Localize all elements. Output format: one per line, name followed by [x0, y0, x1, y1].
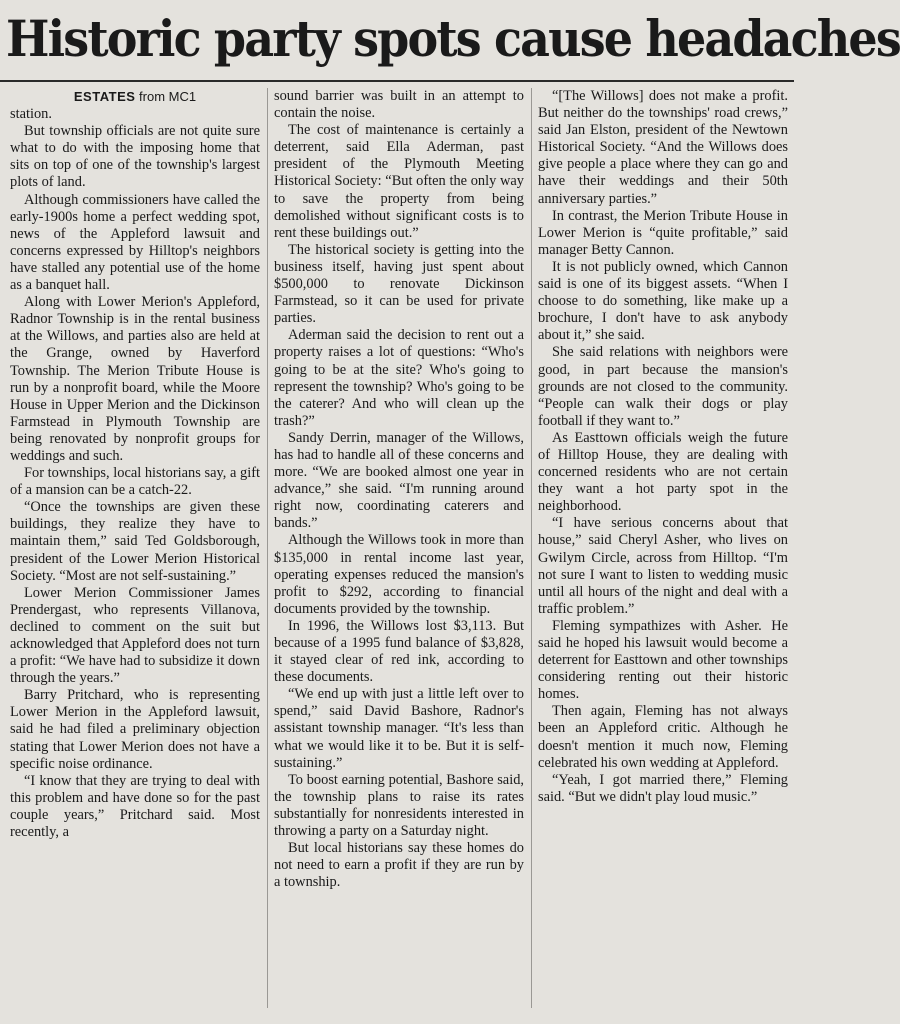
article-paragraph: “We end up with just a little left over to spend,” said David Bashore, Radnor's assistant township manager. “It's less than what we would like it to be. But it is self-sustaining.”	[274, 686, 524, 771]
article-paragraph: Along with Lower Merion's Appleford, Radnor Township is in the rental business at the Willows, and parties also are held at the Grange, owned by Haverford Township. The Merion Tribute House is run by a nonprofit board, while the Moore House in Upper Merion and the Dickinson Farmstead in Plymouth Township are being renovated by nonprofit groups for weddings and such.	[10, 294, 260, 464]
article-paragraph: As Easttown officials weigh the future of Hilltop House, they are dealing with concerned residents who are not certain they want a hot party spot in the neighborhood.	[538, 429, 788, 515]
article-paragraph: Barry Pritchard, who is representing Lower Merion in the Appleford lawsuit, said he had filed a preliminary objection stating that Lower Merion does not have a specific noise ordinance.	[10, 687, 260, 772]
article-paragraph: But township officials are not quite sure what to do with the imposing home that sits on top of one of the township's largest plots of land.	[10, 123, 260, 191]
article-paragraph: Fleming sympathizes with Asher. He said he hoped his lawsuit would become a deterrent for Easttown and other townships considering renting out their historic homes.	[538, 617, 788, 703]
article-paragraph: “[The Willows] does not make a profit. But neither do the townships' road crews,” said Jan Elston, president of the Newtown Historical Society. “And the Willows does give people a place where they can go and have their weddings and their 50th anniversary parties.”	[538, 88, 788, 207]
article-paragraph: Aderman said the decision to rent out a property raises a lot of questions: “Who's going to be at the site? Who's going to represent the township? Who's going to be the caterer? And who will clean up the trash?”	[274, 327, 524, 429]
article-paragraph: In 1996, the Willows lost $3,113. But because of a 1995 fund balance of $3,828, it stayed clear of red ink, according to these documents.	[274, 617, 524, 686]
article-paragraph: station.	[10, 106, 52, 123]
article-paragraph: For townships, local historians say, a gift of a mansion can be a catch-22.	[10, 465, 260, 499]
article-paragraph: “I have serious concerns about that house,” said Cheryl Asher, who lives on Gwilym Circle, across from Hilltop. “I'm not sure I want to listen to wedding music until all hours of the night and deal with a traffic problem.”	[538, 515, 788, 617]
article-paragraph: The cost of maintenance is certainly a deterrent, said Ella Aderman, past president of the Plymouth Meeting Historical Society: “But often the only way to save the property from being demolished without significant costs is to rent these buildings out.”	[274, 122, 524, 241]
headline: Historic party spots cause headaches	[6, 9, 900, 68]
article-paragraph: Although commissioners have called the early-1900s home a perfect wedding spot, news of the Appleford lawsuit and concerns expressed by Hilltop's neighbors have stalled any potential use of the home as a banquet hall.	[10, 191, 260, 294]
article-paragraph: It is not publicly owned, which Cannon said is one of its biggest assets. “When I choose to do something, like make up a brochure, I don't have to ask anybody about it,” she said.	[538, 258, 788, 344]
article-column-2	[274, 88, 524, 1018]
article-column-3	[538, 88, 788, 1018]
article-paragraph: “I know that they are trying to deal with this problem and have done so for the past couple years,” Pritchard said. Most recently, a	[10, 772, 260, 841]
article-paragraph: “Yeah, I got married there,” Fleming said. “But we didn't play loud music.”	[538, 771, 788, 805]
article-paragraph: “Once the townships are given these buildings, they realize they have to maintain them,” said Ted Goldsborough, president of the Lower Merion Historical Society. “Most are not self-sustaining.”	[10, 499, 260, 584]
article-paragraph: Lower Merion Commissioner James Prendergast, who represents Villanova, declined to comment on the suit but acknowledged that Appleford does not turn a profit: “We have had to subsidize it down through the years.”	[10, 584, 260, 687]
headline-rule	[0, 80, 794, 82]
column-divider	[531, 88, 532, 1008]
jump-line	[10, 88, 260, 106]
article-paragraph: Although the Willows took in more than $135,000 in rental income last year, operating expenses reduced the mansion's profit to $292, according to financial documents provided by the township.	[274, 532, 524, 617]
column-divider	[267, 88, 268, 1008]
article-paragraph: sound barrier was built in an attempt to contain the noise.	[274, 88, 524, 122]
article-paragraph: Then again, Fleming has not always been an Appleford critic. Although he doesn't mention it much now, Fleming celebrated his own wedding at Appleford.	[538, 703, 788, 771]
article-column-1	[10, 88, 260, 1018]
article-paragraph: The historical society is getting into the business itself, having just spent about $500,000 to renovate Dickinson Farmstead, so it can be used for private parties.	[274, 241, 524, 327]
article-paragraph: She said relations with neighbors were good, in part because the mansion's grounds are not closed to the community. “People can walk their dogs or play football if they want to.”	[538, 344, 788, 429]
article-paragraph: Sandy Derrin, manager of the Willows, has had to handle all of these concerns and more. “We are booked almost one year in advance,” she said. “I'm running around right now, coordinating caterers and bands.”	[274, 429, 524, 532]
jump-reference: from MC1	[139, 89, 197, 104]
article-paragraph: In contrast, the Merion Tribute House in Lower Merion is “quite profitable,” said manager Betty Cannon.	[538, 207, 788, 258]
article-paragraph: But local historians say these homes do not need to earn a profit if they are run by a township.	[274, 840, 524, 891]
jump-label: ESTATES	[73, 89, 136, 104]
article-paragraph: To boost earning potential, Bashore said, the township plans to raise its rates substantially for nonresidents interested in throwing a party on a Saturday night.	[274, 771, 524, 840]
